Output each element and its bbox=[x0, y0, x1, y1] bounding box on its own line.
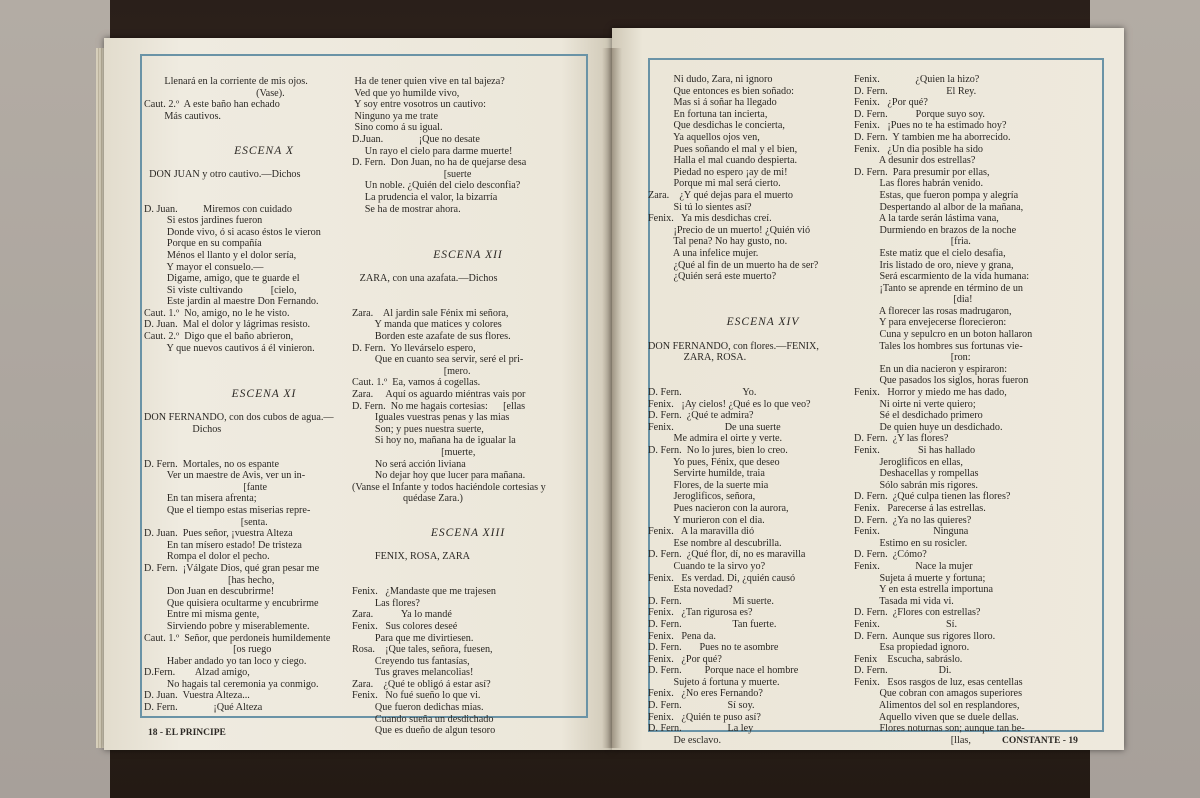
text-line: Caut. 2.º Digo que el baño abrieron, bbox=[144, 331, 294, 343]
right-page-column-1 bbox=[648, 74, 878, 746]
text-line: Fenix. Pena da. bbox=[648, 630, 716, 642]
text-line: Despertando al albor de la mañana, bbox=[854, 201, 1024, 213]
text-line: Sino como á su igual. bbox=[352, 122, 443, 134]
text-line bbox=[352, 262, 584, 274]
text-line: Si viste cultivando [cielo, bbox=[144, 284, 297, 296]
text-line: ¿Quién será este muerto? bbox=[648, 271, 777, 283]
text-line: En tan misera afrenta; bbox=[144, 493, 257, 505]
text-line: Que desdichas le concierta, bbox=[648, 120, 785, 132]
text-line: D. Fern. Aunque sus rigores lloro. bbox=[854, 630, 996, 642]
text-line: De quien huye un desdichado. bbox=[854, 421, 1003, 433]
text-line: Fenix. ¿Por qué? bbox=[854, 97, 928, 109]
text-line: Se ha de mostrar ahora. bbox=[352, 203, 461, 215]
text-line: D. Juan. Vuestra Alteza... bbox=[144, 690, 250, 702]
text-line: No hagais tal ceremonia ya conmigo. bbox=[144, 678, 319, 690]
text-line: D. Fern. Tan fuerte. bbox=[648, 618, 777, 630]
text-line: Fenix. ¿Un dia posible ha sido bbox=[854, 143, 984, 155]
text-line: Estas, que fueron pompa y alegría bbox=[854, 189, 1019, 201]
text-line: Entre mi misma gente, bbox=[144, 609, 260, 621]
text-line: ¿Qué al fin de un muerto ha de ser? bbox=[648, 259, 819, 271]
text-line: Don Juan en descubrirme! bbox=[144, 586, 275, 598]
text-line: Jeroglificos en ellas, bbox=[854, 456, 963, 468]
text-line: (Vanse el Infante y todos haciéndole cortesias y bbox=[352, 481, 546, 493]
text-line: A una infelice mujer. bbox=[648, 247, 759, 259]
text-line bbox=[648, 329, 878, 341]
text-line: Jeroglificos, señora, bbox=[648, 491, 756, 503]
text-line bbox=[144, 435, 384, 447]
text-line: D. Fern. Para presumir por ellas, bbox=[854, 166, 990, 178]
text-line bbox=[352, 575, 584, 587]
text-line: Sirviendo pobre y miserablemente. bbox=[144, 620, 310, 632]
text-line: ESCENA XIII bbox=[430, 527, 506, 540]
text-line: ESCENA XII bbox=[433, 248, 503, 261]
text-line bbox=[648, 283, 878, 295]
text-line: A desunir dos estrellas? bbox=[854, 155, 976, 167]
text-line: FENIX, ROSA, ZARA bbox=[352, 551, 471, 563]
text-line: Fenix. Parecerse á las estrellas. bbox=[854, 502, 986, 514]
text-line: D. Fern. Yo. bbox=[648, 387, 757, 399]
text-line: D. Fern. ¿Qué te admira? bbox=[648, 410, 754, 422]
text-line: [muerte, bbox=[352, 447, 476, 458]
text-line: D. Fern. Mortales, no os espante bbox=[144, 458, 279, 470]
text-line: Para que me divirtiesen. bbox=[352, 632, 474, 644]
text-line: Fenix. Ninguna bbox=[854, 526, 969, 538]
text-line: D. Fern. No lo jures, bien lo creo. bbox=[648, 445, 788, 456]
text-line: D. Fern. ¿Ya no las quieres? bbox=[854, 514, 972, 526]
text-line bbox=[144, 122, 384, 134]
text-line: ESCENA X bbox=[234, 144, 294, 157]
text-line: Sujeta á muerte y fortuna; bbox=[854, 572, 986, 584]
text-line: Que es dueño de algun tesoro bbox=[352, 725, 496, 737]
text-line: Rompa el dolor el pecho. bbox=[144, 551, 270, 563]
text-line: Aquello viven que se duele dellas. bbox=[854, 711, 1019, 723]
text-line bbox=[352, 563, 584, 575]
right-page-column-2 bbox=[854, 74, 1100, 746]
text-line: Estimo en su rosicler. bbox=[854, 537, 968, 549]
text-line: Y soy entre vosotros un cautivo: bbox=[352, 99, 486, 111]
text-line: D. Fern. No me hagais cortesias: [ellas bbox=[352, 400, 526, 412]
text-line: Si hoy no, mañana ha de igualar la bbox=[352, 435, 516, 447]
text-line: Ninguno ya me trate bbox=[352, 110, 439, 122]
text-line: [fria. bbox=[854, 236, 971, 248]
text-line: Zara. Ya lo mandé bbox=[352, 609, 452, 621]
text-line: Esa propiedad ignoro. bbox=[854, 642, 970, 654]
text-line: Me admira el oirte y verte. bbox=[648, 433, 783, 445]
text-line: Zara. Aquí os aguardo miéntras vais por bbox=[352, 389, 526, 401]
left-page-column-2 bbox=[352, 76, 584, 737]
text-line: D. Juan. Mal el dolor y lágrimas resisto. bbox=[144, 319, 311, 331]
text-line: Flores noturnas son; aunque tan be- bbox=[854, 723, 1025, 735]
text-line: Y que nuevos cautivos á él vinieron. bbox=[144, 342, 315, 354]
left-page bbox=[104, 38, 612, 750]
text-line: Rosa. ¡Que tales, señora, fuesen, bbox=[352, 644, 493, 656]
text-line: ¡Tanto se aprende en término de un bbox=[854, 282, 1024, 294]
text-line: Flores, de la suerte mia bbox=[648, 479, 769, 491]
text-line: Porque mi mal será cierto. bbox=[648, 178, 781, 190]
text-line: D. Fern. Porque suyo soy. bbox=[854, 108, 985, 120]
text-line: Durmiendo en brazos de la noche bbox=[854, 224, 1017, 236]
text-line: Cuando sueña un desdichado bbox=[352, 713, 494, 725]
text-line: [mero. bbox=[352, 365, 471, 377]
right-page bbox=[612, 28, 1124, 750]
text-line: Fenix. Esos rasgos de luz, esas centellas bbox=[854, 676, 1023, 688]
text-line: Cuando te la sirvo yo? bbox=[648, 560, 766, 572]
right-page-footer: CONSTANTE - 19 bbox=[1002, 736, 1078, 746]
text-line bbox=[144, 354, 384, 366]
text-line: D. Fern. ¡Qué Alteza bbox=[144, 702, 263, 714]
text-line: Si tú lo sientes así? bbox=[648, 201, 752, 213]
text-line: No será acción liviana bbox=[352, 458, 466, 470]
text-line: [suerte bbox=[352, 168, 472, 180]
text-line: Iris listado de oro, nieve y grana, bbox=[854, 259, 1014, 271]
text-line: Dichos bbox=[144, 423, 222, 435]
text-line: Halla el mal cuando despierta. bbox=[648, 155, 798, 167]
text-line: Ménos el llanto y el dolor sería, bbox=[144, 249, 297, 261]
text-line: Fenix. ¿Por qué? bbox=[648, 653, 722, 665]
text-line: D. Fern. ¡Válgate Dios, qué gran pesar me bbox=[144, 562, 320, 574]
text-line bbox=[144, 447, 384, 459]
text-line bbox=[352, 540, 584, 552]
text-line: Ver un maestre de Avis, ver un in- bbox=[144, 470, 306, 482]
text-line: Si estos jardines fueron bbox=[144, 215, 263, 227]
text-line bbox=[352, 296, 584, 308]
text-line: [dia! bbox=[854, 294, 973, 306]
text-line: Fenix. ¿Quién te puso así? bbox=[648, 711, 761, 723]
text-line: Más cautivos. bbox=[144, 110, 221, 122]
text-line bbox=[352, 505, 584, 517]
book-gutter bbox=[602, 48, 622, 748]
text-line: D. Fern. Porque nace el hombre bbox=[648, 665, 799, 677]
text-line: Y murieron con el dia. bbox=[648, 514, 765, 526]
text-line: Piedad no espero ¡ay de mi! bbox=[648, 166, 788, 178]
text-line bbox=[144, 180, 384, 192]
text-line: D.Juan. ¡Que no desate bbox=[352, 133, 480, 145]
text-line: Creyendo tus fantasías, bbox=[352, 655, 470, 667]
text-line: Fenix. Sus colores deseé bbox=[352, 620, 458, 632]
text-line: Fenix. ¿No eres Fernando? bbox=[648, 688, 763, 700]
text-line: A la tarde serán lástima vana, bbox=[854, 213, 999, 225]
text-line: D. Fern. ¿Qué flor, dí, no es maravilla bbox=[648, 549, 806, 561]
text-line: Y para envejecerse florecieron: bbox=[854, 317, 1007, 329]
left-page-column-1 bbox=[144, 76, 384, 714]
text-line: No dejar hoy que lucer para mañana. bbox=[352, 470, 526, 482]
text-line: Que entonces es bien soñado: bbox=[648, 85, 794, 97]
text-line: Será escarmiento de la vida humana: bbox=[854, 271, 1030, 283]
text-line: Fenix. ¿Mandaste que me trajesen bbox=[352, 586, 496, 598]
text-line: Un rayo el cielo para darme muerte! bbox=[352, 145, 513, 157]
text-line: Zara. ¿Y qué dejas para el muerto bbox=[648, 189, 794, 201]
text-line: D. Fern. ¿Y las flores? bbox=[854, 433, 949, 445]
text-line: Mas si á soñar ha llegado bbox=[648, 97, 777, 109]
text-line: Fenix. Si has hallado bbox=[854, 445, 976, 456]
text-line: (Vase). bbox=[144, 87, 285, 99]
text-line bbox=[648, 364, 878, 376]
text-line: En tan mísero estado! De tristeza bbox=[144, 539, 302, 551]
left-page-footer: 18 - EL PRINCIPE bbox=[148, 728, 226, 738]
text-line: [llas, bbox=[854, 734, 971, 746]
text-line: [fante bbox=[144, 481, 268, 493]
text-line: En un dia nacieron y espiraron: bbox=[854, 363, 1008, 375]
text-line bbox=[648, 294, 878, 306]
text-line: [has hecho, bbox=[144, 574, 275, 586]
text-line: Fenix. A la maravilla dió bbox=[648, 526, 755, 538]
text-line: Borden este azafate de sus flores. bbox=[352, 331, 511, 343]
text-line: D. Fern. Y tambien me ha aborrecido. bbox=[854, 131, 1011, 143]
text-line: Fenix. Horror y miedo me has dado, bbox=[854, 387, 1007, 399]
text-line: Caut. 2.º A este baño han echado bbox=[144, 99, 280, 111]
text-line: quédase Zara.) bbox=[352, 493, 463, 505]
text-line: Zara. Al jardin sale Fénix mi señora, bbox=[352, 307, 509, 319]
text-line: Fenix Escucha, sabráslo. bbox=[854, 653, 963, 665]
text-line: Que quisiera ocultarme y encubrirme bbox=[144, 597, 319, 609]
text-line: Tal pena? No hay gusto, no. bbox=[648, 236, 788, 248]
text-line: Esta novedad? bbox=[648, 584, 733, 596]
text-line: De esclavo. bbox=[648, 734, 721, 746]
text-line: Sé el desdichado primero bbox=[854, 410, 983, 422]
text-line: D. Juan. Miremos con cuidado bbox=[144, 203, 292, 215]
text-line: Ni oirte ni verte quiero; bbox=[854, 398, 976, 410]
text-line: D. Fern. Di. bbox=[854, 665, 952, 677]
text-line: Ha de tener quien vive en tal bajeza? bbox=[352, 76, 505, 87]
text-line: Cuna y sepulcro en un boton hallaron bbox=[854, 329, 1033, 341]
text-line: D. Fern. ¿Qué culpa tienen las flores? bbox=[854, 491, 1011, 503]
text-line: Porque en su compañía bbox=[144, 238, 262, 250]
text-line bbox=[144, 366, 384, 378]
text-line: Este jardin al maestre Don Fernando. bbox=[144, 296, 319, 308]
text-line: Las flores? bbox=[352, 597, 420, 609]
text-line bbox=[144, 157, 384, 169]
text-line: Ni dudo, Zara, ni ignoro bbox=[648, 74, 773, 85]
text-line: Iguales vuestras penas y las mias bbox=[352, 412, 510, 424]
text-line: Pues soñando el mal y el bien, bbox=[648, 143, 798, 155]
text-line bbox=[352, 227, 584, 239]
text-line: Las flores habrán venido. bbox=[854, 178, 984, 190]
text-line bbox=[352, 285, 584, 297]
text-line: ¡Precio de un muerto! ¿Quién vió bbox=[648, 224, 811, 236]
text-line bbox=[648, 375, 878, 387]
text-line: Deshacellas y rompellas bbox=[854, 468, 979, 480]
text-line: Que el tiempo estas miserias repre- bbox=[144, 504, 311, 516]
text-line: Fenix. Sí. bbox=[854, 618, 958, 630]
text-line: Fenix. ¿Tan rigurosa es? bbox=[648, 607, 753, 619]
text-line: Donde vivo, ó si acaso éstos le vieron bbox=[144, 226, 321, 238]
text-line: Caut. 1.º Ea, vamos á cogellas. bbox=[352, 377, 481, 389]
text-line: Fenix. ¡Pues no te ha estimado hoy? bbox=[854, 120, 1007, 132]
text-line: Tasada mi vida vi. bbox=[854, 595, 954, 607]
text-line: Y en esta estrella importuna bbox=[854, 584, 993, 596]
text-line: Ese nombre al descubrilla. bbox=[648, 537, 782, 549]
text-line: D. Fern. ¿Cómo? bbox=[854, 549, 927, 561]
text-line: D. Fern. Sí soy. bbox=[648, 700, 755, 712]
text-line: ZARA, con una azafata.—Dichos bbox=[352, 273, 498, 285]
text-line: Caut. 1.º Señor, que perdoneis humildemente bbox=[144, 632, 331, 644]
text-line: D.Fern. Alzad amigo, bbox=[144, 667, 250, 679]
text-line: Tales los hombres sus fortunas vie- bbox=[854, 340, 1023, 352]
text-line: Que pasados los siglos, horas fueron bbox=[854, 375, 1029, 387]
text-line: Caut. 1.º No, amigo, no le he visto. bbox=[144, 307, 290, 319]
text-line bbox=[144, 134, 384, 146]
text-line: Sujeto á fortuna y muerte. bbox=[648, 676, 780, 688]
text-line: D. Fern. Pues no te asombre bbox=[648, 642, 779, 654]
text-line: ZARA, ROSA. bbox=[648, 352, 747, 364]
text-line: D. Fern. Don Juan, no ha de quejarse desa bbox=[352, 157, 527, 169]
text-line: Fenix. ¡Ay cielos! ¿Qué es lo que veo? bbox=[648, 398, 811, 410]
text-line: En fortuna tan incierta, bbox=[648, 108, 768, 120]
text-line: Son; y pues nuestra suerte, bbox=[352, 423, 484, 435]
text-line: [senta. bbox=[144, 516, 268, 528]
text-line: A florecer las rosas madrugaron, bbox=[854, 305, 1012, 317]
text-line: Que cobran con amagos superiores bbox=[854, 688, 1023, 700]
text-line: DON FERNANDO, con dos cubos de agua.— bbox=[144, 412, 334, 424]
text-line bbox=[352, 215, 584, 227]
text-line: Pues nacieron con la aurora, bbox=[648, 502, 789, 514]
text-line: Fenix. De una suerte bbox=[648, 421, 781, 433]
open-book bbox=[96, 28, 1126, 758]
text-line: Fenix. Es verdad. Di, ¿quién causó bbox=[648, 572, 796, 584]
text-line: Un noble. ¿Quién del cielo desconfia? bbox=[352, 180, 521, 192]
text-line: D. Fern. Mi suerte. bbox=[648, 595, 774, 607]
text-line: D. Juan. Pues señor, ¡vuestra Alteza bbox=[144, 528, 293, 540]
text-line: Este matiz que el cielo desafia, bbox=[854, 247, 1006, 259]
text-line: Digame, amigo, que te guarde el bbox=[144, 273, 300, 285]
text-line: Llenará en la corriente de mis ojos. bbox=[144, 76, 308, 87]
text-line: Fenix. Ya mis desdichas creí. bbox=[648, 213, 772, 225]
text-line: DON JUAN y otro cautivo.—Dichos bbox=[144, 168, 301, 180]
text-line: D. Fern. ¿Flores con estrellas? bbox=[854, 607, 981, 619]
text-line: Ved que yo humilde vivo, bbox=[352, 87, 460, 99]
text-line: Que en cuanto sea servir, seré el pri- bbox=[352, 354, 524, 366]
text-line: D. Fern. Yo llevárselo espero, bbox=[352, 342, 476, 354]
text-line: ESCENA XIV bbox=[726, 316, 800, 329]
text-line: Alimentos del sol en resplandores, bbox=[854, 700, 1020, 712]
text-line: Zara. ¿Qué te obligó á estar así? bbox=[352, 678, 491, 690]
text-line: Ya aquellos ojos ven, bbox=[648, 131, 760, 143]
text-line: Haber andado yo tan loco y ciego. bbox=[144, 655, 307, 667]
text-line: Yo pues, Fénix, que deseo bbox=[648, 456, 780, 468]
text-line bbox=[144, 192, 384, 204]
text-line: Fenix. No fué sueño lo que vi. bbox=[352, 690, 481, 702]
text-line: Servirte humilde, traia bbox=[648, 468, 765, 480]
text-line: Y manda que matices y colores bbox=[352, 319, 502, 331]
text-line: Que fueron dedichas mias. bbox=[352, 702, 484, 714]
text-line bbox=[144, 401, 384, 413]
text-line: [ron: bbox=[854, 352, 971, 364]
text-line: La prudencia el valor, la bizarría bbox=[352, 191, 498, 203]
text-line: Y mayor el consuelo.— bbox=[144, 261, 264, 273]
text-line: D. Fern. El Rey. bbox=[854, 85, 977, 97]
text-line: ESCENA XI bbox=[231, 388, 297, 401]
text-line: DON FERNANDO, con flores.—FENIX, bbox=[648, 340, 819, 352]
text-line: Fenix. Nace la mujer bbox=[854, 560, 973, 572]
text-line: Fenix. ¿Quien la hizo? bbox=[854, 74, 980, 85]
text-line: Sólo sabrán mis rigores. bbox=[854, 479, 978, 491]
text-line: D. Fern. La ley bbox=[648, 723, 754, 735]
text-line: [os ruego bbox=[144, 644, 272, 656]
text-line: Tus graves melancolias! bbox=[352, 667, 474, 679]
